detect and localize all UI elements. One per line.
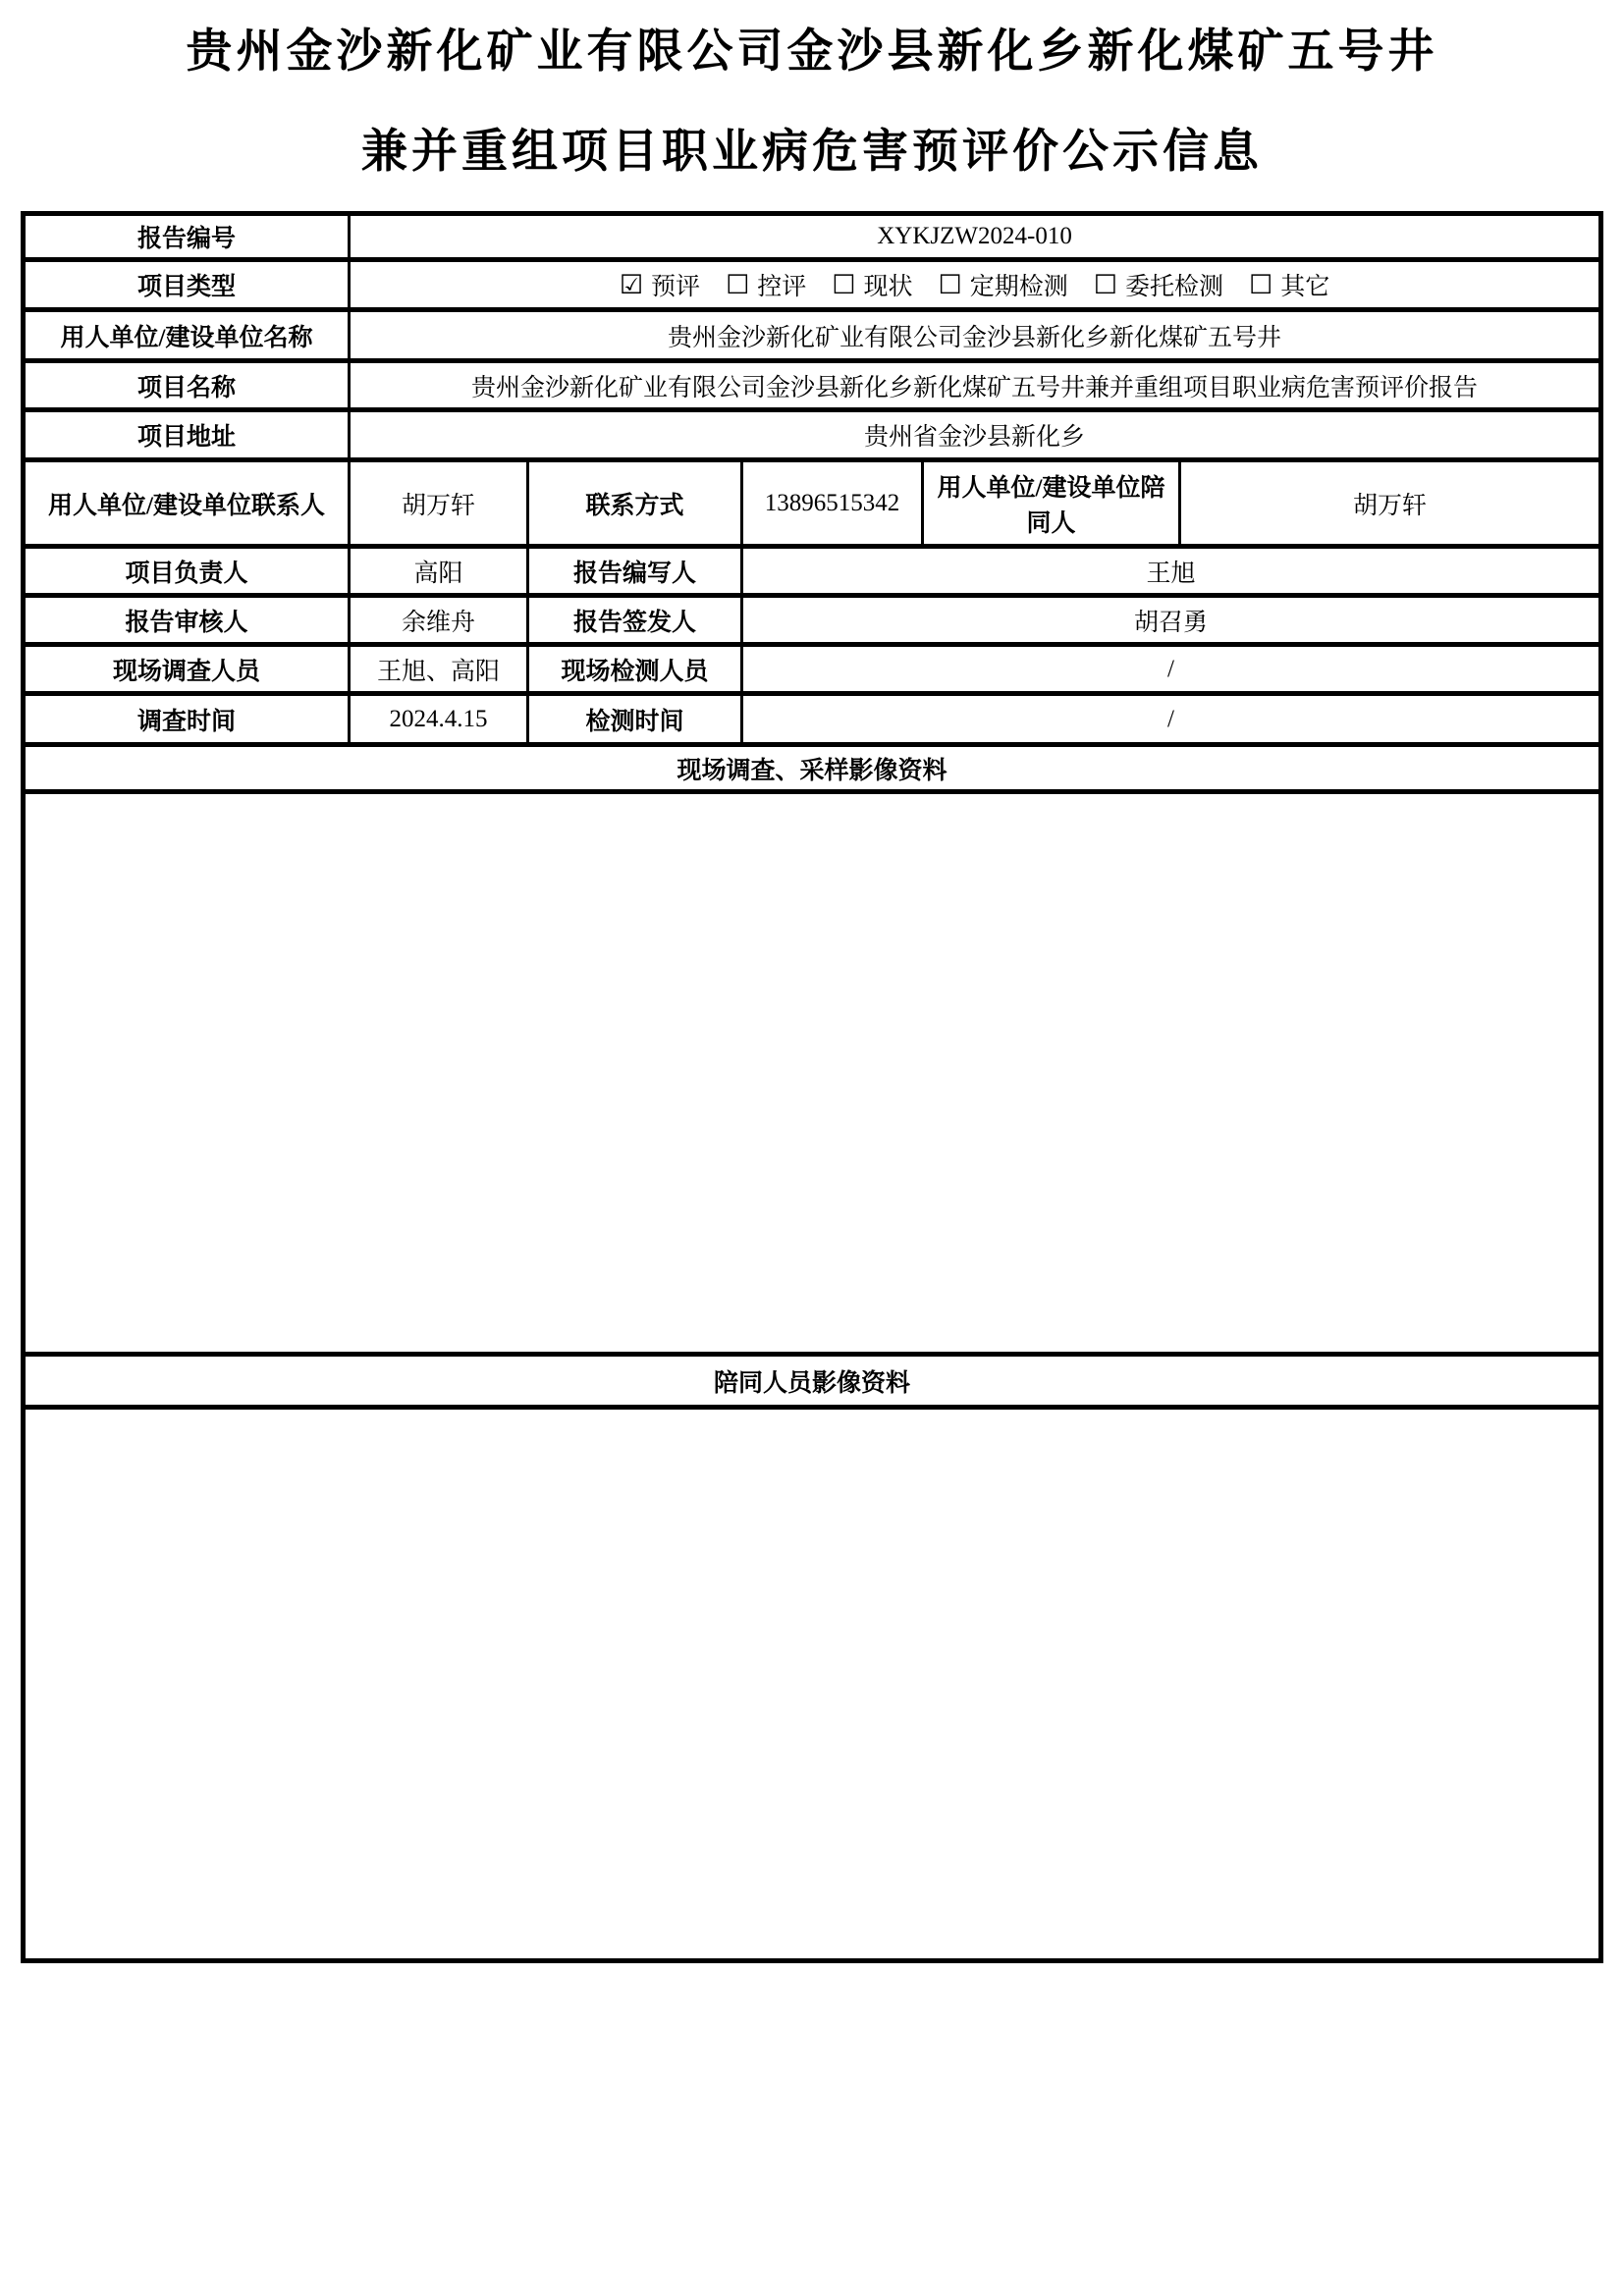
survey-time-value: 2024.4.15 — [350, 694, 528, 745]
companion-media-placeholder — [24, 1408, 1601, 1961]
report-no-label: 报告编号 — [24, 214, 350, 260]
row-companion-media-area — [24, 1408, 1601, 1961]
phone-label: 联系方式 — [528, 460, 742, 547]
report-writer-value: 王旭 — [742, 547, 1601, 596]
site-detection-value: / — [742, 645, 1601, 694]
project-type-options — [350, 260, 1601, 310]
title-line-1: 贵州金沙新化矿业有限公司金沙县新化乡新化煤矿五号井 — [186, 27, 1438, 78]
contact-value: 胡万轩 — [350, 460, 528, 547]
checkbox-checked-icon: ☑ — [619, 269, 644, 300]
title-line-2: 兼并重组项目职业病危害预评价公示信息 — [361, 127, 1263, 178]
report-reviewer-value: 余维舟 — [350, 596, 528, 645]
row-project-name — [24, 361, 1601, 410]
option-label: 控评 — [757, 274, 807, 300]
project-name-value: 贵州金沙新化矿业有限公司金沙县新化乡新化煤矿五号井兼并重组项目职业病危害预评价报告 — [350, 361, 1601, 410]
option-control-evaluation — [726, 267, 806, 302]
option-label: 委托检测 — [1124, 274, 1223, 300]
companion-media-header: 陪同人员影像资料 — [24, 1355, 1601, 1408]
row-time — [24, 694, 1601, 745]
report-issuer-value: 胡召勇 — [742, 596, 1601, 645]
row-survey-media-area — [24, 792, 1601, 1355]
row-report-no — [24, 214, 1601, 260]
option-periodic-detection — [939, 267, 1068, 302]
survey-media-header: 现场调查、采样影像资料 — [24, 745, 1601, 792]
checkbox-unchecked-icon: ☐ — [1249, 269, 1273, 300]
row-employer-name — [24, 310, 1601, 361]
row-project-address — [24, 410, 1601, 460]
contact-label: 用人单位/建设单位联系人 — [24, 460, 350, 547]
document-title — [0, 29, 1624, 176]
checkbox-unchecked-icon: ☐ — [1093, 269, 1117, 300]
phone-value: 13896515342 — [742, 460, 923, 547]
project-type-label: 项目类型 — [24, 260, 350, 310]
row-leader — [24, 547, 1601, 596]
report-reviewer-label: 报告审核人 — [24, 596, 350, 645]
detection-time-value: / — [742, 694, 1601, 745]
site-detection-label: 现场检测人员 — [528, 645, 742, 694]
option-label: 定期检测 — [969, 274, 1068, 300]
option-current-status — [832, 267, 912, 302]
report-issuer-label: 报告签发人 — [528, 596, 742, 645]
companion-label: 用人单位/建设单位陪同人 — [923, 460, 1180, 547]
option-label: 预评 — [651, 274, 701, 300]
option-label: 其它 — [1280, 274, 1330, 300]
option-entrusted-detection — [1094, 267, 1223, 302]
checkbox-unchecked-icon: ☐ — [938, 269, 962, 300]
report-writer-label: 报告编写人 — [528, 547, 742, 596]
option-pre-evaluation — [620, 267, 700, 302]
employer-name-value: 贵州金沙新化矿业有限公司金沙县新化乡新化煤矿五号井 — [350, 310, 1601, 361]
project-address-value: 贵州省金沙县新化乡 — [350, 410, 1601, 460]
companion-value: 胡万轩 — [1180, 460, 1601, 547]
report-no-value: XYKJZW2024-010 — [350, 214, 1601, 260]
row-survey-media-header — [24, 745, 1601, 792]
row-contact — [24, 460, 1601, 547]
option-other — [1249, 267, 1329, 302]
checkbox-unchecked-icon: ☐ — [726, 269, 750, 300]
employer-name-label: 用人单位/建设单位名称 — [24, 310, 350, 361]
row-review — [24, 596, 1601, 645]
detection-time-label: 检测时间 — [528, 694, 742, 745]
project-leader-label: 项目负责人 — [24, 547, 350, 596]
project-leader-value: 高阳 — [350, 547, 528, 596]
info-table — [21, 211, 1603, 1963]
site-survey-value: 王旭、高阳 — [350, 645, 528, 694]
option-label: 现状 — [863, 274, 913, 300]
row-project-type — [24, 260, 1601, 310]
project-name-label: 项目名称 — [24, 361, 350, 410]
survey-media-placeholder — [24, 792, 1601, 1355]
project-address-label: 项目地址 — [24, 410, 350, 460]
checkbox-unchecked-icon: ☐ — [832, 269, 856, 300]
site-survey-label: 现场调查人员 — [24, 645, 350, 694]
row-survey-personnel — [24, 645, 1601, 694]
row-companion-media-header — [24, 1355, 1601, 1408]
survey-time-label: 调查时间 — [24, 694, 350, 745]
